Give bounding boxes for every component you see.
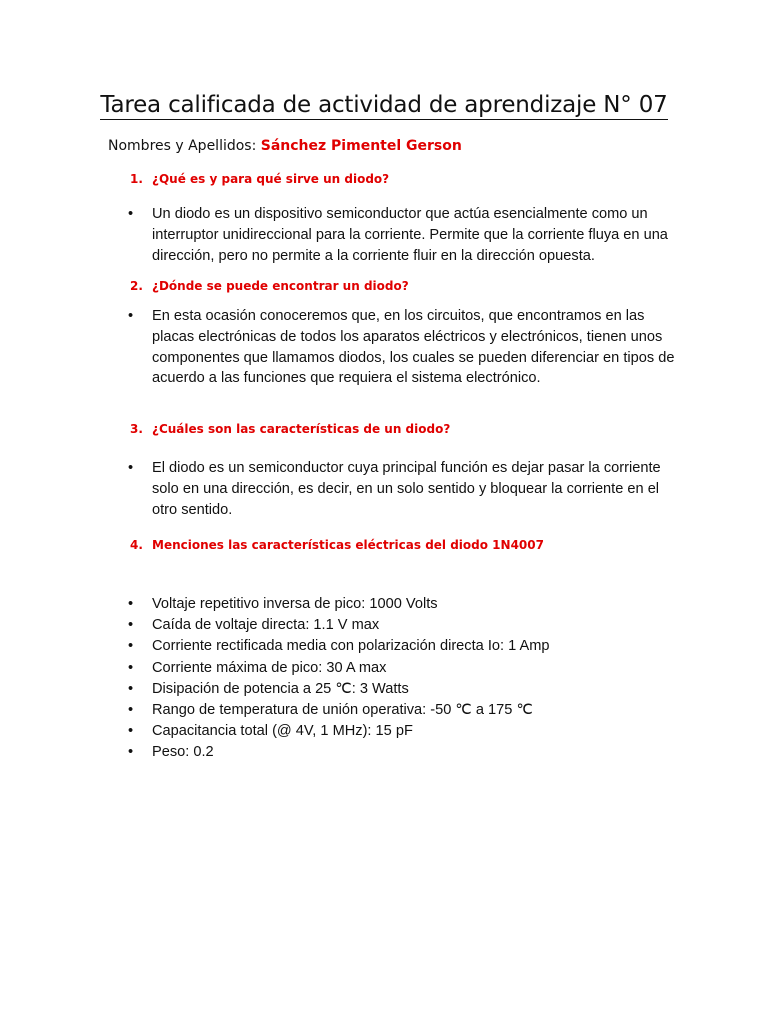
spec-item: • Voltaje repetitivo inversa de pico: 1000 Volts	[128, 594, 549, 615]
spec-item: • Corriente máxima de pico: 30 A max	[128, 658, 549, 679]
spec-item: • Capacitancia total (@ 4V, 1 MHz): 15 pF	[128, 721, 549, 742]
question-3-number: 3.	[130, 422, 143, 436]
answer-3-list	[128, 458, 688, 520]
question-3-text: ¿Cuáles son las características de un diodo?	[152, 422, 451, 436]
question-4	[130, 538, 544, 552]
question-3	[130, 422, 450, 436]
spec-item: • Caída de voltaje directa: 1.1 V max	[128, 615, 549, 636]
spec-item: • Rango de temperatura de unión operativa: -50 ℃ a 175 ℃	[128, 700, 549, 721]
names-value: Sánchez Pimentel Gerson	[260, 138, 462, 154]
question-2-text: ¿Dónde se puede encontrar un diodo?	[152, 279, 409, 293]
names-label: Nombres y Apellidos:	[108, 138, 257, 154]
answer-1: • Un diodo es un dispositivo semiconductor que actúa esencialmente como un interruptor unidireccional para la corriente. Permite que la corriente fluya en una dirección, pero no permite a la corriente fluir en la dirección opuesta.	[128, 204, 688, 266]
spec-item: • Disipación de potencia a 25 ℃: 3 Watts	[128, 679, 549, 700]
question-1-number: 1.	[130, 172, 143, 186]
question-2-number: 2.	[130, 279, 143, 293]
answer-3: • El diodo es un semiconductor cuya principal función es dejar pasar la corriente solo en una dirección, es decir, en un solo sentido y bloquear la corriente en el otro sentido.	[128, 458, 688, 520]
question-1	[130, 172, 389, 186]
student-names	[108, 138, 462, 154]
specs-list	[128, 594, 549, 764]
spec-item: • Peso: 0.2	[128, 742, 549, 763]
answer-2: • En esta ocasión conoceremos que, en los circuitos, que encontramos en las placas electrónicas de todos los aparatos eléctricos y electrónicos, tienen unos componentes que llamamos diodos, los cuales se pueden diferenciar en tipos de acuerdo a las funciones que requiera el sistema electrónico.	[128, 306, 688, 389]
question-1-text: ¿Qué es y para qué sirve un diodo?	[152, 172, 390, 186]
spec-item: • Corriente rectificada media con polarización directa Io: 1 Amp	[128, 636, 549, 657]
question-2	[130, 279, 409, 293]
answer-2-list	[128, 306, 688, 389]
answer-1-list	[128, 204, 688, 266]
question-4-number: 4.	[130, 538, 143, 552]
document-title	[0, 92, 768, 118]
question-4-text: Menciones las características eléctricas del diodo 1N4007	[152, 538, 544, 552]
document-title-text: Tarea calificada de actividad de aprendizaje N° 07	[100, 92, 668, 118]
